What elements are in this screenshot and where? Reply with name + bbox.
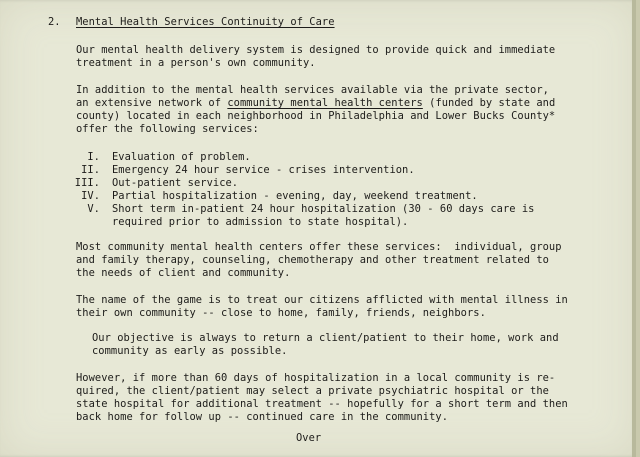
community-centers-text: community mental health centers (227, 97, 423, 109)
section-number: 2. (48, 16, 61, 28)
paragraph-line: the needs of client and community. (76, 267, 291, 279)
paragraph-line: quired, the client/patient may select a private psychiatric hospital or the (76, 385, 549, 397)
list-numeral: I. (87, 151, 100, 163)
page-edge (632, 0, 636, 457)
line-suffix: (funded by state and (422, 97, 556, 109)
list-text: required prior to admission to state hospital). (112, 216, 409, 228)
paragraph-however (76, 372, 568, 424)
paragraph-line: treatment in a person's own community. (76, 57, 316, 69)
paragraph-services-offered (76, 241, 562, 280)
paragraph-objective (92, 332, 559, 358)
list-text: Short term in-patient 24 hour hospitalization (30 - 60 days care is (112, 203, 535, 215)
paragraph-line: community as early as possible. (92, 345, 288, 357)
paragraph-line: county) located in each neighborhood in Philadelphia and Lower Bucks County* (76, 110, 556, 122)
paragraph-line: back home for follow up -- continued care in the community. (76, 411, 449, 423)
list-text: Out-patient service. (112, 177, 239, 189)
paragraph-line: and family therapy, counseling, chemotherapy and other treatment related to (76, 254, 549, 266)
paragraph-line: However, if more than 60 days of hospitalization in a local community is re- (76, 372, 556, 384)
over-label: Over (296, 432, 322, 444)
paragraph-intro (76, 44, 555, 70)
paragraph-line: offer the following services: (76, 123, 259, 135)
list-text: Partial hospitalization - evening, day, weekend treatment. (112, 190, 478, 202)
paragraph-line: Our objective is always to return a client/patient to their home, work and (92, 332, 559, 344)
paragraph-line: Most community mental health centers offer these services: individual, group (76, 241, 562, 253)
paragraph-line: their own community -- close to home, family, friends, neighbors. (76, 307, 486, 319)
section-title: Mental Health Services Continuity of Care (76, 16, 335, 28)
paragraph-line: In addition to the mental health services available via the private sector, (76, 84, 549, 96)
list-numeral: IV. (81, 190, 100, 202)
list-numeral: II. (81, 164, 100, 176)
list-numeral: V. (87, 203, 100, 215)
paragraph-line: Our mental health delivery system is designed to provide quick and immediate (76, 44, 556, 56)
paragraph-line (76, 97, 555, 110)
paragraph-line: state hospital for additional treatment -- hopefully for a short term and then (76, 398, 568, 410)
list-text: Evaluation of problem. (112, 151, 251, 163)
list-text: Emergency 24 hour service - crises intervention. (112, 164, 415, 176)
paragraph-line: The name of the game is to treat our citizens afflicted with mental illness in (76, 294, 568, 306)
list-numeral: III. (74, 177, 100, 189)
line-prefix: an extensive network of (76, 97, 228, 109)
paragraph-network (76, 84, 555, 136)
paragraph-name-of-game (76, 294, 568, 320)
